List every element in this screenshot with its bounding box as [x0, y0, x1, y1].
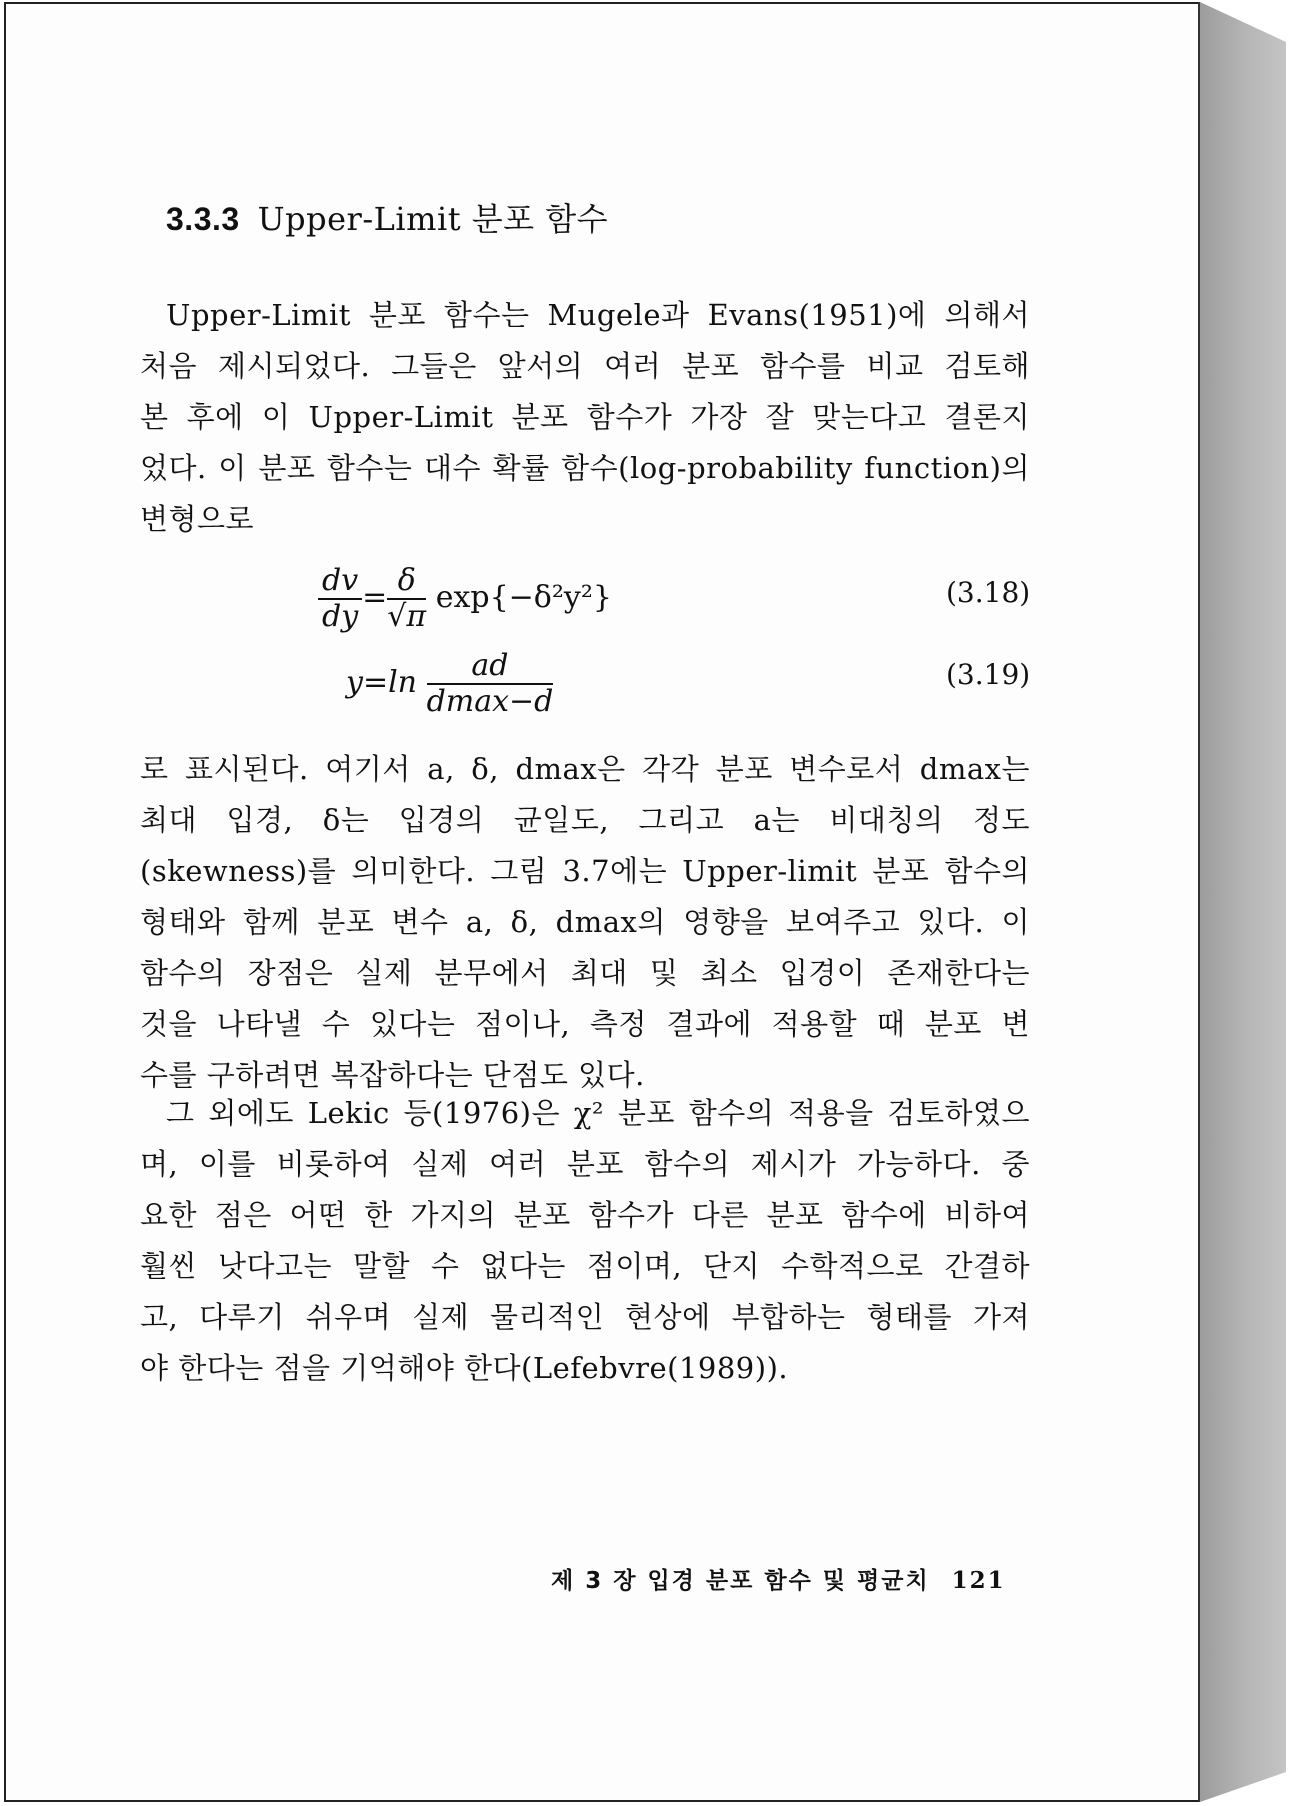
paragraph-line: (skewness)를 의미한다. 그림 3.7에는 Upper-limit 분포 함수의	[140, 854, 1030, 888]
fraction-denominator: dmax−d	[426, 684, 554, 719]
fraction-numerator: δ	[387, 564, 426, 600]
page-edge	[1198, 2, 1200, 1802]
paragraph-line: 변형으로	[140, 502, 255, 536]
paragraph-line: 야 한다는 점을 기억해야 한다(Lefebvre(1989)).	[140, 1351, 789, 1385]
paragraph-line: 로 표시된다. 여기서 a, δ, dmax은 각각 분포 변수로서 dmax는	[140, 752, 1030, 786]
paragraph-line: Upper-Limit 분포 함수는 Mugele과 Evans(1951)에 의해서	[166, 298, 1030, 332]
paragraph-line: 최대 입경, δ는 입경의 균일도, 그리고 a는 비대칭의 정도	[140, 803, 1030, 837]
exp-term: exp{−δ²y²}	[435, 580, 612, 615]
paragraph-line: 형태와 함께 분포 변수 a, δ, dmax의 영향을 보여주고 있다. 이	[140, 905, 1030, 939]
fraction-delta-sqrt-pi	[387, 564, 426, 634]
paragraph-line: 며, 이를 비롯하여 실제 여러 분포 함수의 제시가 가능하다. 중	[140, 1147, 1030, 1181]
equals-sign: =	[362, 580, 388, 615]
equation-lhs: y=ln	[346, 665, 418, 700]
paragraph-1	[140, 290, 1030, 545]
fraction-ad-dmax	[427, 649, 554, 719]
paragraph-2	[140, 744, 1030, 1101]
book-page	[4, 2, 1200, 1802]
equation-number: (3.18)	[946, 576, 1031, 609]
paragraph-line: 었다. 이 분포 함수는 대수 확률 함수(log-probability function)의	[140, 451, 1030, 485]
equation-3-19	[346, 649, 553, 719]
fraction-denominator: √π	[387, 599, 427, 634]
paragraph-line: 요한 점은 어떤 한 가지의 분포 함수가 다른 분포 함수에 비하여	[140, 1198, 1030, 1232]
fraction-dv-dy	[318, 564, 362, 634]
paragraph-3	[140, 1088, 1030, 1394]
fraction-numerator: dv	[318, 564, 362, 600]
section-heading	[166, 194, 608, 240]
page-number: 121	[951, 1567, 1006, 1594]
paragraph-line: 본 후에 이 Upper-Limit 분포 함수가 가장 잘 맞는다고 결론지	[140, 400, 1030, 434]
running-footer	[551, 1562, 1006, 1595]
section-title: Upper-Limit 분포 함수	[257, 200, 609, 238]
paragraph-line: 고, 다루기 쉬우며 실제 물리적인 현상에 부합하는 형태를 가져	[140, 1300, 1030, 1334]
paragraph-line: 훨씬 낫다고는 말할 수 없다는 점이며, 단지 수학적으로 간결하	[140, 1249, 1030, 1283]
equation-number: (3.19)	[946, 658, 1031, 691]
section-number: 3.3.3	[166, 201, 240, 237]
paragraph-line: 수를 구하려면 복잡하다는 단점도 있다.	[140, 1058, 645, 1092]
paragraph-line: 그 외에도 Lekic 등(1976)은 χ² 분포 함수의 적용을 검토하였으	[166, 1096, 1030, 1130]
paragraph-line: 처음 제시되었다. 그들은 앞서의 여러 분포 함수를 비교 검토해	[140, 349, 1030, 383]
paragraph-line: 것을 나타낼 수 있다는 점이나, 측정 결과에 적용할 때 분포 변	[140, 1007, 1030, 1041]
paragraph-line: 함수의 장점은 실제 분무에서 최대 및 최소 입경이 존재한다는	[140, 956, 1030, 990]
chapter-title: 제 3 장 입경 분포 함수 및 평균치	[551, 1568, 930, 1594]
equation-3-18	[318, 564, 612, 634]
fraction-numerator: ad	[427, 649, 554, 685]
fraction-denominator: dy	[322, 599, 359, 634]
book-spine	[1200, 2, 1286, 1802]
